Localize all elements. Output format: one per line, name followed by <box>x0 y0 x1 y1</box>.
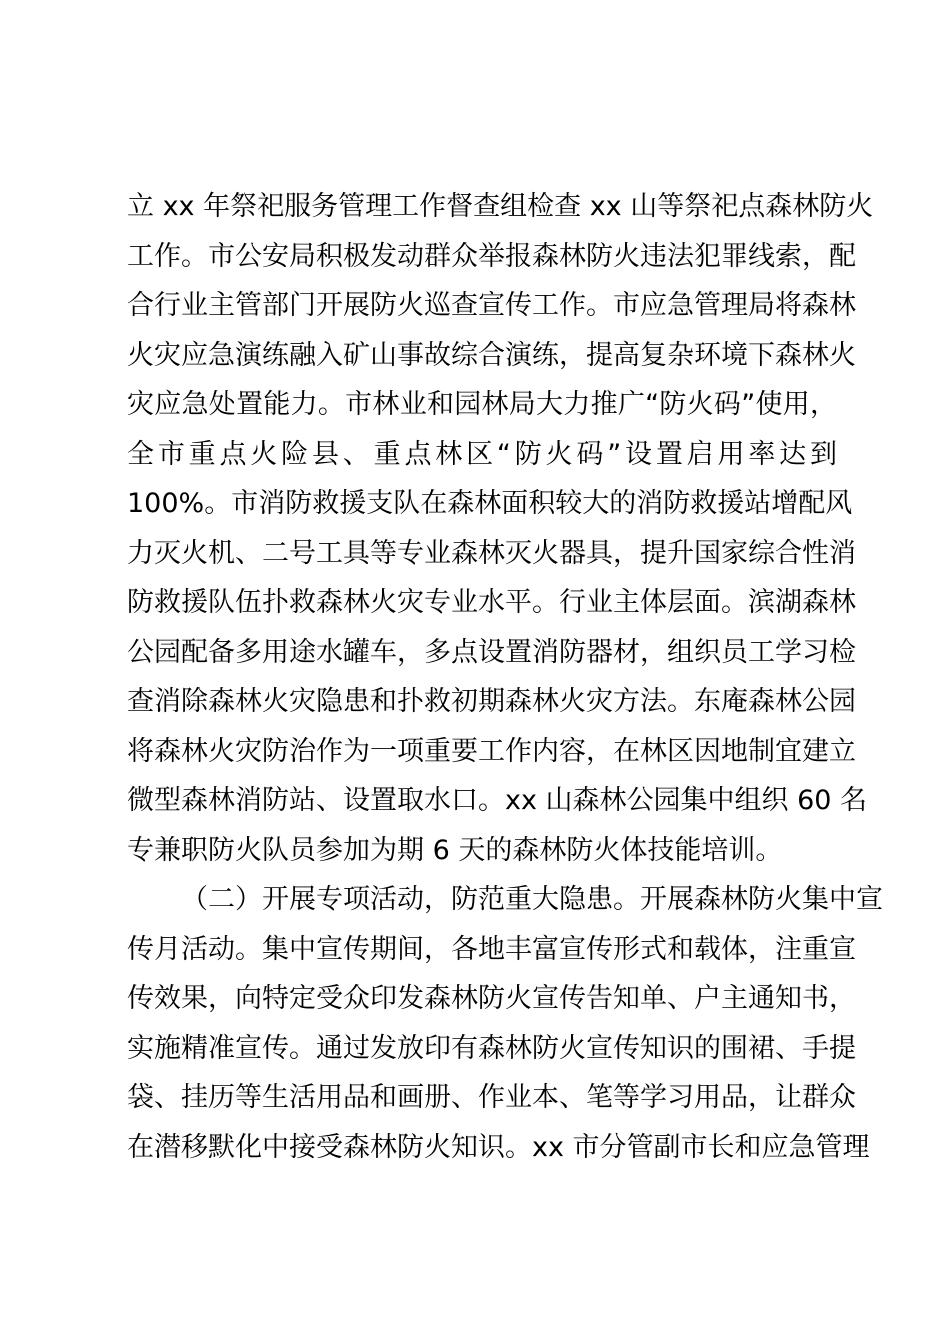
text-line: 工作。市公安局积极发动群众举报森林防火违法犯罪线索，配 <box>127 240 856 272</box>
text-line: 100%。市消防救援支队在森林面积较大的消防救援站增配风 <box>127 488 853 519</box>
text-line: 传月活动。集中宣传期间，各地丰富宣传形式和载体，注重宣 <box>127 933 856 965</box>
text-line: 防救援队伍扑救森林火灾专业水平。行业主体层面。滨湖森林 <box>127 587 856 618</box>
text-line: 全市重点火险县、重点林区“防火码”设置启用率达到 <box>127 438 837 470</box>
text-line: 合行业主管部门开展防火巡查宣传工作。市应急管理局将森林 <box>127 290 856 321</box>
text-line: 专兼职防火队员参加为期 6 天的森林防火体技能培训。 <box>127 834 783 866</box>
text-line: 微型森林消防站、设置取水口。xx 山森林公园集中组织 60 名 <box>127 785 868 816</box>
text-line: 力灭火机、二号工具等专业森林灭火器具，提升国家综合性消 <box>127 537 856 569</box>
text-line: 实施精准宣传。通过发放印有森林防火宣传知识的围裙、手提 <box>127 1032 856 1064</box>
text-line: 公园配备多用途水罐车，多点设置消防器材，组织员工学习检 <box>127 636 856 668</box>
body-text <box>127 182 883 1172</box>
paragraph-1 <box>127 182 874 875</box>
text-line: 袋、挂历等生活用品和画册、作业本、笔等学习用品，让群众 <box>127 1082 856 1113</box>
text-line: 传效果，向特定受众印发森林防火宣传告知单、户主通知书， <box>127 983 856 1014</box>
text-line: 在潜移默化中接受森林防火知识。xx 市分管副市长和应急管理 <box>127 1131 870 1163</box>
text-line: 灾应急处置能力。市林业和园林局大力推广“防火码”使用， <box>127 389 837 420</box>
text-line: 查消除森林火灾隐患和扑救初期森林火灾方法。东庵森林公园 <box>127 686 856 717</box>
paragraph-2 <box>127 875 883 1172</box>
text-line: （二）开展专项活动，防范重大隐患。开展森林防火集中宣 <box>181 884 883 915</box>
text-line: 火灾应急演练融入矿山事故综合演练，提高复杂环境下森林火 <box>127 339 856 371</box>
text-line: 立 xx 年祭祀服务管理工作督查组检查 xx 山等祭祀点森林防火 <box>127 191 874 222</box>
text-line: 将森林火灾防治作为一项重要工作内容，在林区因地制宜建立 <box>127 735 856 767</box>
